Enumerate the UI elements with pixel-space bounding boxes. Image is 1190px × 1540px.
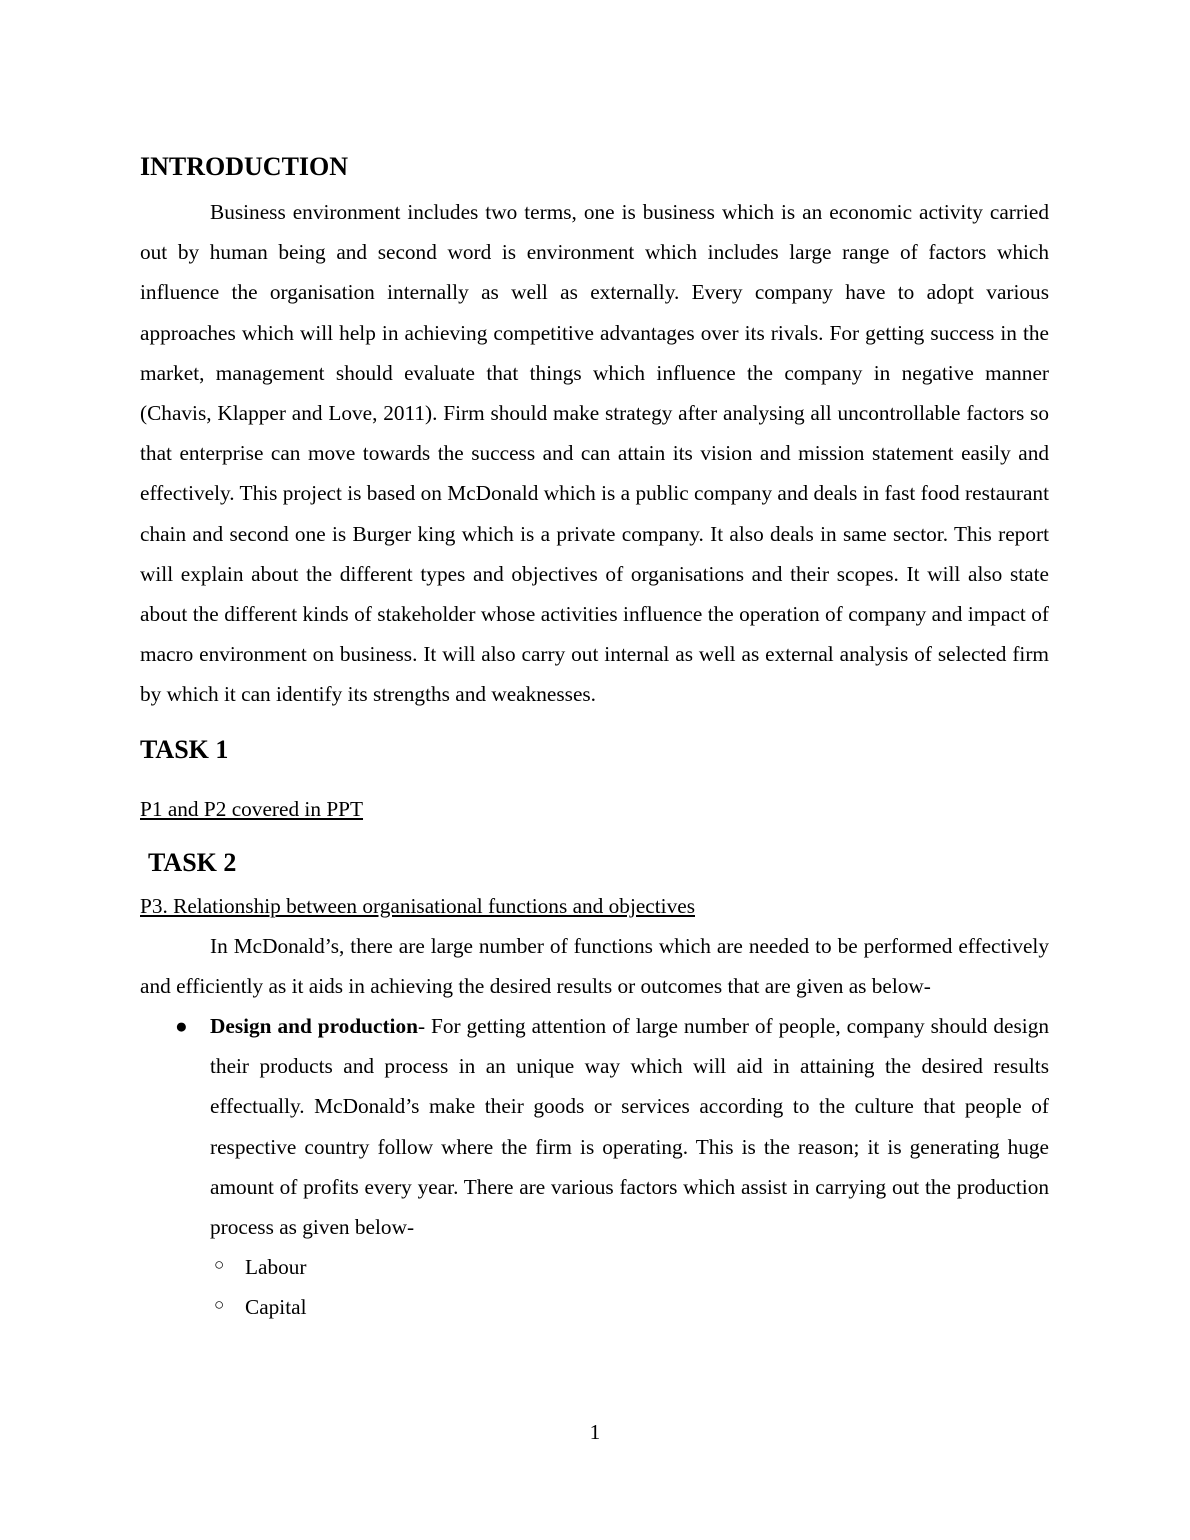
bullet-item-design-production <box>140 1006 1049 1247</box>
task2-heading: TASK 2 <box>148 847 237 877</box>
sub-list-item <box>140 1287 1049 1327</box>
sub-item-label: Capital <box>245 1295 307 1320</box>
sub-list-item <box>140 1247 1049 1287</box>
page-content <box>140 150 1049 1328</box>
sub-item-label: Labour <box>245 1255 307 1280</box>
introduction-paragraph: Business environment includes two terms, one is business which is an economic activity carried out by human being and second word is environment which includes large range of factors which influence the organisation internally as well as externally. Every company have to adopt various approaches which will help in achieving competitive advantages over its rivals. For getting success in the market, management should evaluate that things which influence the company in negative manner (Chavis, Klapper and Love, 2011). Firm should make strategy after analysing all uncontrollable factors so that enterprise can move towards the success and can attain its vision and mission statement easily and effectively. This project is based on McDonald which is a public company and deals in fast food restaurant chain and second one is Burger king which is a private company. It also deals in same sector. This report will explain about the different types and objectives of organisations and their scopes. It will also state about the different kinds of stakeholder whose activities influence the operation of company and impact of macro environment on business. It will also carry out internal as well as external analysis of selected firm by which it can identify its strengths and weaknesses. <box>140 200 1049 707</box>
task1-subheading: P1 and P2 covered in PPT <box>140 796 364 821</box>
task2-subheading: P3. Relationship between organisational functions and objectives <box>140 893 695 918</box>
page-number: 1 <box>589 1420 601 1444</box>
bullet-dot-icon: ● <box>175 1014 188 1039</box>
hollow-bullet-icon: ○ <box>214 1255 225 1275</box>
bullet-title: Design and production <box>210 1014 418 1039</box>
task1-heading: TASK 1 <box>140 734 229 764</box>
hollow-bullet-icon: ○ <box>214 1295 225 1315</box>
task2-paragraph: In McDonald’s, there are large number of functions which are needed to be performed effectively and efficiently as it aids in achieving the desired results or outcomes that are given as below- <box>140 933 1049 998</box>
production-factors-list <box>140 1247 1049 1327</box>
functions-bullet-list <box>140 1006 1049 1247</box>
introduction-heading: INTRODUCTION <box>140 152 349 181</box>
bullet-text: - For getting attention of large number of people, company should design their products and process in an unique way which will aid in attaining the desired results effectually. McDonald’s make their goods or services according to the culture that people of respective country follow where the firm is operating. This is the reason; it is generating huge amount of profits every year. There are various factors which assist in carrying out the production process as given below- <box>210 1014 1049 1240</box>
